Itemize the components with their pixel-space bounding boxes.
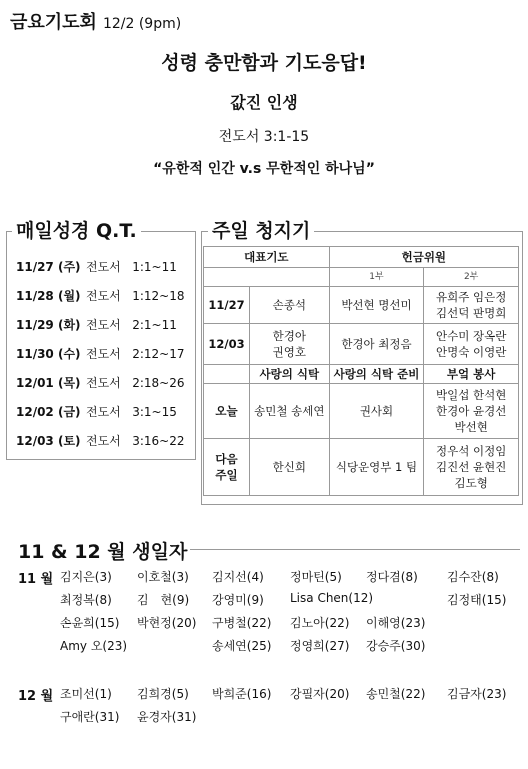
header-kitchen-service: 부엌 봉사 xyxy=(424,365,519,384)
table-row xyxy=(204,324,519,365)
birthdays-title: 11 & 12 월 생일자 xyxy=(14,537,191,564)
birthday-entry: 손윤희(15) xyxy=(60,616,120,630)
birthday-entry: 김금자(23) xyxy=(447,687,507,701)
qt-book: 전도서 xyxy=(86,405,121,419)
birthday-entry: 김지은(3) xyxy=(60,570,112,584)
birthday-entry: 정마틴(5) xyxy=(290,570,342,584)
birthday-entry: 김수잔(8) xyxy=(447,570,499,584)
table-row xyxy=(204,384,519,439)
row-label-today: 오늘 xyxy=(204,384,250,439)
qt-ref: 3:16~22 xyxy=(132,434,185,448)
qt-row xyxy=(16,432,185,449)
prayer-leader: 한경아 권영호 xyxy=(249,324,329,365)
birthday-entry: 윤경자(31) xyxy=(137,710,197,724)
second-service-offering: 안수미 장옥란 안명숙 이영란 xyxy=(424,324,519,365)
birthday-entry: 조미선(1) xyxy=(60,687,112,701)
table-row xyxy=(204,365,519,384)
birthday-entry: 김노아(22) xyxy=(290,616,350,630)
service-date: 12/2 (9pm) xyxy=(102,16,182,32)
qt-date: 11/28 (월) xyxy=(16,289,81,303)
header-title xyxy=(10,8,181,34)
birthday-entry: 박현정(20) xyxy=(137,616,197,630)
row-date: 11/27 xyxy=(204,287,250,324)
birthday-entry: 박희준(16) xyxy=(212,687,272,701)
love-table: 한신희 xyxy=(249,439,329,496)
qt-book: 전도서 xyxy=(86,347,121,361)
qt-ref: 1:1~11 xyxy=(132,260,177,274)
sunday-table xyxy=(203,246,519,496)
first-service-offering: 한경아 최정음 xyxy=(329,324,424,365)
qt-book: 전도서 xyxy=(86,376,121,390)
december-label: 12 월 xyxy=(18,689,54,704)
qt-row xyxy=(16,345,185,362)
prayer-leader: 손종석 xyxy=(249,287,329,324)
first-service-offering: 박선현 명선미 xyxy=(329,287,424,324)
birthday-entry: Amy 오(23) xyxy=(60,639,128,653)
birthday-entry: 구애란(31) xyxy=(60,710,120,724)
table-row xyxy=(204,439,519,496)
qt-book: 전도서 xyxy=(86,434,121,448)
table-row xyxy=(204,287,519,324)
qt-date: 12/01 (목) xyxy=(16,376,81,390)
birthday-entry: 김지선(4) xyxy=(212,570,264,584)
birthday-entry: 김 현(9) xyxy=(137,593,190,607)
birthday-entry: 강승주(30) xyxy=(366,639,426,653)
qt-date: 11/27 (주) xyxy=(16,260,81,274)
row-date: 12/03 xyxy=(204,324,250,365)
qt-date: 11/30 (수) xyxy=(16,347,81,361)
birthday-entry: 정다겸(8) xyxy=(366,570,418,584)
birthday-entry: 최정복(8) xyxy=(60,593,112,607)
header-offering: 헌금위원 xyxy=(329,247,518,268)
qt-row xyxy=(16,258,177,275)
kitchen-service: 박일섭 한석현 한경아 윤경선 박선현 xyxy=(424,384,519,439)
birthday-entry: 강필자(20) xyxy=(290,687,350,701)
love-table-prep: 권사회 xyxy=(329,384,424,439)
qt-book: 전도서 xyxy=(86,318,121,332)
sermon-subtitle: 값진 인생 xyxy=(230,93,298,112)
birthday-entry: 강영미(9) xyxy=(212,593,264,607)
qt-date: 12/03 (토) xyxy=(16,434,81,448)
birthday-entry: 김희경(5) xyxy=(137,687,189,701)
qt-row xyxy=(16,287,185,304)
table-row xyxy=(204,268,519,287)
qt-title: 매일성경 Q.T. xyxy=(12,216,141,243)
november-label: 11 월 xyxy=(18,572,54,587)
qt-ref: 2:12~17 xyxy=(132,347,185,361)
birthday-entry: 정영희(27) xyxy=(290,639,350,653)
header-second-service: 2부 xyxy=(424,268,519,287)
qt-row xyxy=(16,403,177,420)
scripture-reference: 전도서 3:1-15 xyxy=(218,129,310,145)
header-first-service: 1부 xyxy=(329,268,424,287)
birthday-entry: 송민철(22) xyxy=(366,687,426,701)
sermon-quote: “유한적 인간 v.s 무한적인 하나님” xyxy=(153,161,375,177)
table-row xyxy=(204,247,519,268)
sunday-title: 주일 청지기 xyxy=(208,216,314,243)
qt-ref: 1:12~18 xyxy=(132,289,185,303)
qt-ref: 2:18~26 xyxy=(132,376,185,390)
second-service-offering: 유희주 임은정 김선덕 판명희 xyxy=(424,287,519,324)
service-name: 금요기도회 xyxy=(10,12,97,33)
qt-row xyxy=(16,316,177,333)
kitchen-service: 정우석 이정임 김진선 윤현진 김도형 xyxy=(424,439,519,496)
birthday-entry: 송세연(25) xyxy=(212,639,272,653)
qt-ref: 2:1~11 xyxy=(132,318,177,332)
birthday-entry: 구병철(22) xyxy=(212,616,272,630)
birthday-entry: Lisa Chen(12) xyxy=(290,591,374,605)
divider xyxy=(190,549,520,550)
header-prayer: 대표기도 xyxy=(204,247,330,268)
qt-date: 12/02 (금) xyxy=(16,405,81,419)
love-table: 송민철 송세연 xyxy=(249,384,329,439)
birthday-entry: 이해영(23) xyxy=(366,616,426,630)
header-love-table: 사랑의 식탁 xyxy=(249,365,329,384)
birthday-entry: 김정태(15) xyxy=(447,593,507,607)
love-table-prep: 식당운영부 1 팀 xyxy=(329,439,424,496)
qt-date: 11/29 (화) xyxy=(16,318,81,332)
row-label-next-sunday: 다음 주일 xyxy=(204,439,250,496)
birthday-entry: 이호철(3) xyxy=(137,570,189,584)
qt-ref: 3:1~15 xyxy=(132,405,177,419)
qt-row xyxy=(16,374,185,391)
qt-book: 전도서 xyxy=(86,289,121,303)
qt-book: 전도서 xyxy=(86,260,121,274)
sermon-title: 성령 충만함과 기도응답! xyxy=(161,52,367,74)
header-love-table-prep: 사랑의 식탁 준비 xyxy=(329,365,424,384)
